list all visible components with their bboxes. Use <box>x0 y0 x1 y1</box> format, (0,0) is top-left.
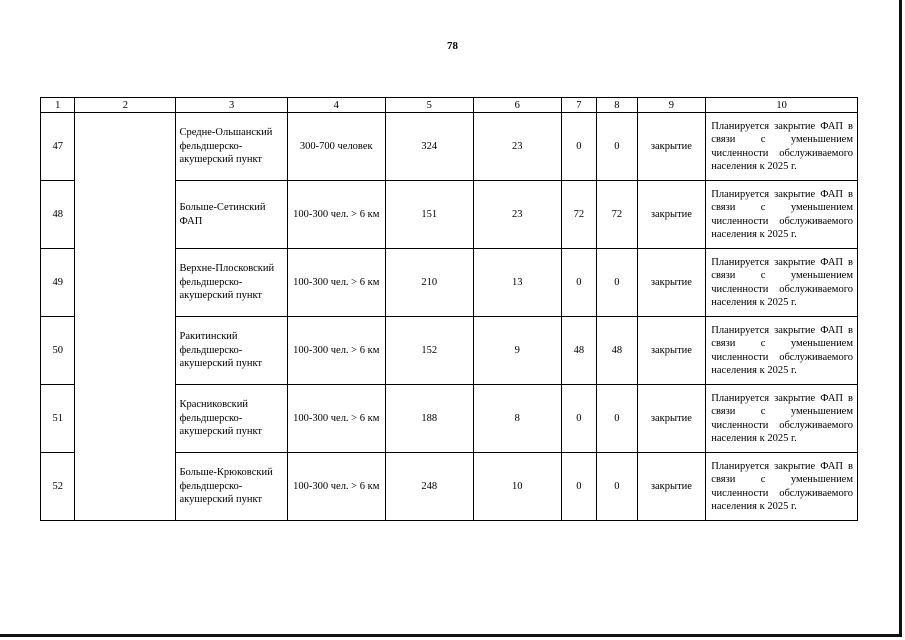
header-cell-1: 1 <box>41 98 75 113</box>
header-cell-2: 2 <box>75 98 176 113</box>
value-col-5: 248 <box>385 453 473 521</box>
facility-name: Больше-Крюковский фельдшерско-акушерский пункт <box>176 453 287 521</box>
population-range: 100-300 чел. > 6 км <box>287 453 385 521</box>
row-number: 51 <box>41 385 75 453</box>
value-col-6: 13 <box>473 249 561 317</box>
value-col-8: 72 <box>597 181 637 249</box>
page-number: 78 <box>447 40 458 52</box>
header-cell-10: 10 <box>706 98 858 113</box>
empty-merged-cell <box>75 113 176 521</box>
header-cell-4: 4 <box>287 98 385 113</box>
value-col-8: 0 <box>597 113 637 181</box>
row-number: 50 <box>41 317 75 385</box>
header-cell-3: 3 <box>176 98 287 113</box>
value-col-6: 23 <box>473 113 561 181</box>
action: закрытие <box>637 113 706 181</box>
value-col-5: 210 <box>385 249 473 317</box>
value-col-7: 0 <box>561 453 596 521</box>
note: Планируется закрытие ФАП в связи с уменьшением численности обслуживаемого населения к 2025 г. <box>706 249 858 317</box>
action: закрытие <box>637 317 706 385</box>
population-range: 300-700 человек <box>287 113 385 181</box>
facility-name: Больше-Сетинский ФАП <box>176 181 287 249</box>
action: закрытие <box>637 249 706 317</box>
population-range: 100-300 чел. > 6 км <box>287 181 385 249</box>
value-col-6: 9 <box>473 317 561 385</box>
value-col-7: 0 <box>561 113 596 181</box>
note: Планируется закрытие ФАП в связи с уменьшением численности обслуживаемого населения к 2025 г. <box>706 181 858 249</box>
value-col-6: 23 <box>473 181 561 249</box>
value-col-5: 188 <box>385 385 473 453</box>
value-col-5: 324 <box>385 113 473 181</box>
note: Планируется закрытие ФАП в связи с уменьшением численности обслуживаемого населения к 2025 г. <box>706 385 858 453</box>
value-col-6: 10 <box>473 453 561 521</box>
header-row <box>41 98 858 113</box>
facility-name: Ракитинский фельдшерско-акушерский пункт <box>176 317 287 385</box>
note: Планируется закрытие ФАП в связи с уменьшением численности обслуживаемого населения к 2025 г. <box>706 113 858 181</box>
value-col-8: 0 <box>597 385 637 453</box>
value-col-7: 72 <box>561 181 596 249</box>
note: Планируется закрытие ФАП в связи с уменьшением численности обслуживаемого населения к 2025 г. <box>706 453 858 521</box>
value-col-5: 151 <box>385 181 473 249</box>
facility-name: Средне-Ольшанский фельдшерско-акушерский пункт <box>176 113 287 181</box>
value-col-7: 0 <box>561 385 596 453</box>
header-cell-8: 8 <box>597 98 637 113</box>
table-row <box>41 113 858 181</box>
population-range: 100-300 чел. > 6 км <box>287 249 385 317</box>
value-col-8: 0 <box>597 453 637 521</box>
row-number: 47 <box>41 113 75 181</box>
population-range: 100-300 чел. > 6 км <box>287 317 385 385</box>
value-col-7: 48 <box>561 317 596 385</box>
row-number: 48 <box>41 181 75 249</box>
header-cell-7: 7 <box>561 98 596 113</box>
value-col-8: 48 <box>597 317 637 385</box>
value-col-6: 8 <box>473 385 561 453</box>
header-cell-9: 9 <box>637 98 706 113</box>
facilities-table <box>40 97 858 521</box>
row-number: 49 <box>41 249 75 317</box>
action: закрытие <box>637 181 706 249</box>
facility-name: Верхне-Плосковский фельдшерско-акушерский пункт <box>176 249 287 317</box>
value-col-5: 152 <box>385 317 473 385</box>
row-number: 52 <box>41 453 75 521</box>
population-range: 100-300 чел. > 6 км <box>287 385 385 453</box>
header-cell-5: 5 <box>385 98 473 113</box>
value-col-8: 0 <box>597 249 637 317</box>
facility-name: Красниковский фельдшерско-акушерский пункт <box>176 385 287 453</box>
header-cell-6: 6 <box>473 98 561 113</box>
action: закрытие <box>637 385 706 453</box>
value-col-7: 0 <box>561 249 596 317</box>
action: закрытие <box>637 453 706 521</box>
note: Планируется закрытие ФАП в связи с уменьшением численности обслуживаемого населения к 2025 г. <box>706 317 858 385</box>
